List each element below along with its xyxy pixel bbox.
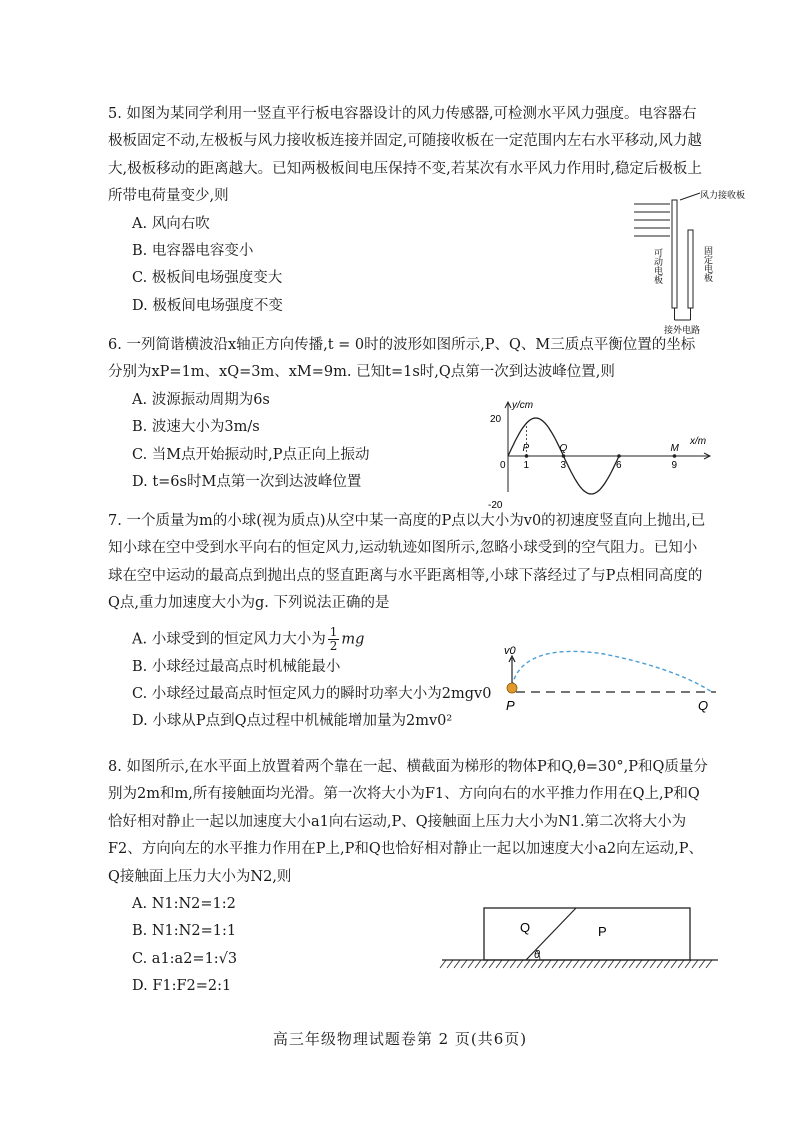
x-axis-label: x/m — [690, 436, 707, 447]
v0-label: v0 — [504, 645, 516, 657]
blocks-outline — [484, 908, 690, 960]
option-a: A. 波源振动周期为6s — [132, 391, 270, 408]
option-d: D. t=6s时M点第一次到达波峰位置 — [132, 474, 362, 491]
option-a-tail: mg — [341, 631, 365, 648]
question-stem: 5. 如图为某同学利用一竖直平行板电容器设计的风力传感器,可检测水平风力强度。电容器右极板固定不动,左极板与风力接收板连接并固定,可随接收板在一定范围内左右水平移动,风力越大,极板移动的距离越大。已知两极板间电压保持不变,若某次有水平风力作用时,稳定后极板上所带电荷量变少,则 — [108, 106, 702, 205]
trajectory-curve — [512, 651, 712, 692]
question-5 — [108, 101, 708, 320]
option-d: D. 极板间电场强度不变 — [132, 297, 283, 314]
fraction — [328, 626, 340, 653]
y-tick-label: -20 — [488, 500, 503, 511]
origin-label: 0 — [500, 460, 506, 471]
question-stem: 8. 如图所示,在水平面上放置着两个靠在一起、横截面为梯形的物体P和Q,θ=30°,P和Q质量分别为2m和m,所有接触面均光滑。第一次将大小为F1、方向向右的水平推力作用在Q上,P和Q恰好相对静止一起以加速度大小a1向右运动,P、Q接触面上压力大小为N1.第二次将大小为F2、方向向左的水平推力作用在P上,P和Q也恰好相对静止一起以加速度大小a2向左运动,P、Q接触面上压力大小为N2,则 — [108, 759, 708, 885]
p-block-label: P — [598, 924, 607, 939]
p-point-label: P — [506, 698, 515, 713]
option-c: C. 小球经过最高点时恒定风力的瞬时功率大小为2mgv0 — [132, 685, 492, 702]
option-c: C. 极板间电场强度变大 — [132, 270, 283, 287]
wind-sensor-figure — [628, 188, 746, 336]
blocks-figure — [440, 900, 720, 972]
y-tick-label: 20 — [490, 414, 502, 425]
fraction-numerator: 1 — [329, 624, 338, 639]
x-tick-point — [673, 454, 677, 458]
y-axis-label: y/cm — [512, 400, 534, 411]
x-tick-label: 9 — [671, 460, 678, 471]
option-d: D. 小球从P点到Q点过程中机械能增加量为2mv0² — [132, 713, 453, 730]
option-a-text: A. 小球受到的恒定风力大小为 — [132, 631, 326, 648]
x-tick-label: 1 — [523, 460, 530, 471]
question-stem: 7. 一个质量为m的小球(视为质点)从空中某一高度的P点以大小为v0的初速度竖直向上抛出,已知小球在空中受到水平向右的恒定风力,运动轨迹如图所示,忽略小球受到的空气阻力。已知小球在空中运动的最高点到抛出点的竖直距离与水平距离相等,小球下落经过了与P点相同高度的Q点,重力加速度大小为g. 下列说法正确的是 — [108, 513, 706, 612]
option-c: C. 当M点开始振动时,P点正向上振动 — [132, 446, 370, 463]
page-footer: 高三年级物理试题卷第 2 页(共6页) — [272, 1030, 528, 1048]
x-tick-point — [562, 454, 566, 458]
movable-plate-label: 可动电板 — [653, 248, 663, 284]
point-label: Q — [559, 443, 568, 454]
option-b: B. 波速大小为3m/s — [132, 419, 260, 436]
x-tick-label: 6 — [616, 460, 622, 471]
tick-labels — [488, 414, 680, 511]
option-b: B. 小球经过最高点时机械能最小 — [132, 658, 341, 675]
ball-icon — [507, 683, 517, 693]
q-block-label: Q — [520, 920, 531, 935]
option-b: B. N1:N2=1:1 — [132, 923, 237, 940]
wave-chart — [488, 396, 720, 511]
question-stem: 6. 一列简谐横波沿x轴正方向传播,t = 0时的波形如图所示,P、Q、M三质点平衡位置的坐标分别为xP=1m、xQ=3m、xM=9m. 已知t=1s时,Q点第一次到达波峰位置,则 — [108, 337, 696, 381]
option-c: C. a1:a2=1:√3 — [132, 950, 238, 967]
option-a: A. N1:N2=1:2 — [132, 896, 236, 913]
theta-label: θ — [534, 949, 540, 961]
option-a: A. 风向右吹 — [132, 215, 210, 232]
point-label: P — [522, 443, 530, 454]
option-b: B. 电容器电容变小 — [132, 243, 254, 260]
fixed-plate-label: 固定电板 — [703, 246, 713, 282]
fraction-denominator: 2 — [329, 638, 338, 653]
x-tick-point — [617, 454, 621, 458]
x-tick-label: 3 — [560, 460, 567, 471]
circuit-label: 接外电路 — [664, 325, 701, 335]
q-point-label: Q — [698, 698, 709, 713]
trajectory-figure — [494, 640, 724, 720]
options-list — [108, 211, 708, 321]
point-label: M — [670, 443, 679, 454]
wind-board-label: 风力接收板 — [700, 190, 746, 200]
option-d: D. F1:F2=2:1 — [132, 978, 232, 995]
x-tick-point — [525, 454, 529, 458]
ground-hatching — [440, 960, 712, 968]
